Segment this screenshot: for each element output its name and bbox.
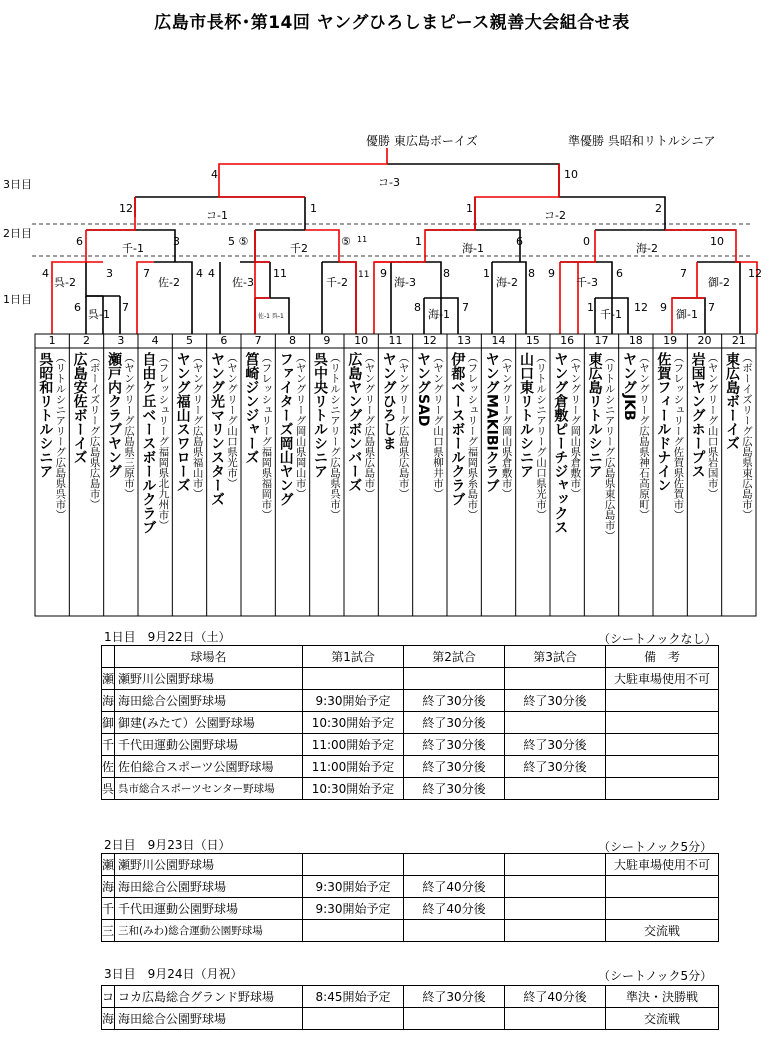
match-chi1: 千-1 <box>122 242 144 255</box>
schedule-cell-note <box>606 690 719 712</box>
team-cell <box>481 350 515 614</box>
team-cell <box>550 350 584 614</box>
match-chi2: 千2 <box>290 242 308 255</box>
team-name: ヤングSAD <box>414 352 431 427</box>
team-cell <box>241 350 275 614</box>
schedule-cell-note <box>606 898 719 920</box>
schedule-header-g3: 第3試合 <box>505 646 606 668</box>
score: 3 <box>173 235 180 248</box>
schedule-cell-g1: 11:00開始予定 <box>303 734 404 756</box>
team-number: 8 <box>288 334 296 347</box>
team-number: 18 <box>628 334 643 347</box>
score: 1 <box>466 202 473 215</box>
table-row <box>102 690 719 712</box>
schedule-cell-note: 大駐車場使用不可 <box>606 668 719 690</box>
schedule-cell-g1: 9:30開始予定 <box>303 876 404 898</box>
team-number: 12 <box>422 334 437 347</box>
score: 8 <box>414 301 421 314</box>
schedule-cell-venue: 海田総合公園野球場 <box>115 1008 303 1030</box>
team-cell <box>35 350 69 614</box>
score: 5 ⑤ <box>228 235 249 248</box>
schedule-cell-g2: 終了30分後 <box>404 690 505 712</box>
schedule-cell-mark: 瀬 <box>102 668 115 690</box>
score: 7 <box>708 301 715 314</box>
schedule-cell-venue: 千代田運動公園野球場 <box>115 734 303 756</box>
team-name: ヤングJKB <box>620 352 637 421</box>
score: 7 <box>680 267 687 280</box>
team-number: 17 <box>594 334 609 347</box>
team-league: （ボーイズリーグ広島県広島市） <box>88 352 101 510</box>
match-sa2: 佐-2 <box>158 276 180 289</box>
schedule-cell-g3 <box>505 920 606 942</box>
schedule-header-mark <box>102 646 115 668</box>
team-league: （ヤングリーグ広島県三原市） <box>122 352 135 499</box>
schedule-cell-note <box>606 734 719 756</box>
team-number: 11 <box>388 334 403 347</box>
schedule-cell-g1: 10:30開始予定 <box>303 778 404 800</box>
runner-up-label: 準優勝 呉昭和リトルシニア <box>568 134 716 148</box>
score: 12 <box>748 267 762 280</box>
schedule-header-venue: 球場名 <box>115 646 303 668</box>
match-sa3: 佐-3 <box>232 276 254 289</box>
schedule-cell-mark: 御 <box>102 712 115 734</box>
team-number: 14 <box>491 334 506 347</box>
schedule-cell-venue: 三和(みわ)総合運動公園野球場 <box>115 920 303 942</box>
schedule-cell-venue: 瀬野川公園野球場 <box>115 668 303 690</box>
schedule-cell-note <box>606 756 719 778</box>
team-cell <box>722 350 756 614</box>
score: 11 <box>358 270 370 280</box>
match-chi2b: 千-2 <box>326 276 348 289</box>
table-row <box>102 668 719 690</box>
team-league: （ヤングリーグ山口県岩国市） <box>706 352 719 499</box>
team-number: 15 <box>525 334 540 347</box>
team-name: ヤング倉敷ピーチジャックス <box>552 352 569 534</box>
table-row <box>102 734 719 756</box>
schedule-cell-venue: 千代田運動公園野球場 <box>115 898 303 920</box>
score: 12 <box>119 202 133 215</box>
match-chi3: 千-3 <box>576 276 598 289</box>
team-cell <box>516 350 550 614</box>
score: 7 <box>143 267 150 280</box>
day3-knock: （シートノック5分） <box>598 969 713 983</box>
team-name: 山口東リトルシニア <box>517 352 534 478</box>
team-cell <box>619 350 653 614</box>
score: 7 <box>462 301 469 314</box>
day-label-2: 2日目 <box>3 227 32 240</box>
day3-title: 3日目 9月24日（月祝） <box>104 967 243 981</box>
schedule-cell-venue: 呉市総合スポーツセンター野球場 <box>115 778 303 800</box>
team-name: ヤングMAKIBIクラブ <box>483 352 500 493</box>
score: 4 <box>196 267 203 280</box>
team-number: 7 <box>254 334 262 347</box>
team-cell <box>687 350 721 614</box>
schedule-cell-mark: 千 <box>102 734 115 756</box>
score: 6 <box>516 235 523 248</box>
schedule-header-g2: 第2試合 <box>404 646 505 668</box>
team-name: 瀬戸内クラブヤング <box>105 352 122 478</box>
winner-label: 優勝 東広島ボーイズ <box>366 134 478 148</box>
match-chi1b: 千-1 <box>600 308 622 321</box>
team-number: 21 <box>731 334 746 347</box>
schedule-cell-g3 <box>505 712 606 734</box>
team-name: ヤング福山スワローズ <box>174 352 191 492</box>
team-name: 呉中央リトルシニア <box>311 352 328 478</box>
team-number: 19 <box>663 334 678 347</box>
match-umi2b: 海-2 <box>496 276 518 289</box>
table-row <box>102 778 719 800</box>
score: 8 <box>528 267 535 280</box>
table-row <box>102 986 719 1008</box>
match-sa-small: 佐-1 呉-1 <box>258 313 284 320</box>
schedule-cell-note <box>606 778 719 800</box>
table-row <box>102 712 719 734</box>
score: 2 <box>655 202 662 215</box>
team-league: （フレッシュリーグ福岡県福岡市） <box>260 352 273 520</box>
schedule-cell-venue: 海田総合公園野球場 <box>115 876 303 898</box>
team-number: 20 <box>697 334 712 347</box>
score: 6 <box>76 235 83 248</box>
team-name: ヤング光マリンスターズ <box>208 352 225 506</box>
score: 11 <box>273 267 287 280</box>
team-name: ヤングひろしま <box>380 352 397 450</box>
score: 9 <box>380 267 387 280</box>
team-name: 伊都ベースボールクラブ <box>449 352 466 506</box>
schedule-cell-g1 <box>303 854 404 876</box>
score: 6 <box>74 301 81 314</box>
match-kure1: 呉-1 <box>88 308 110 321</box>
team-league: （ヤングリーグ広島県広島市） <box>363 352 376 499</box>
team-cell <box>447 350 481 614</box>
match-ko3: コ-3 <box>378 176 400 189</box>
team-league: （リトルシニアリーグ広島県呉市） <box>328 352 341 520</box>
team-number: 10 <box>354 334 369 347</box>
score: 4 <box>211 168 218 181</box>
schedule-cell-g2 <box>404 854 505 876</box>
schedule-cell-g3 <box>505 876 606 898</box>
day2-schedule-table <box>101 853 719 942</box>
match-ko1: コ-1 <box>206 209 228 222</box>
score: 0 <box>583 235 590 248</box>
schedule-cell-g1: 9:30開始予定 <box>303 898 404 920</box>
score: 3 <box>106 267 113 280</box>
schedule-cell-mark: 海 <box>102 876 115 898</box>
team-league: （ヤングリーグ山口県光市） <box>225 352 238 489</box>
schedule-cell-note <box>606 712 719 734</box>
schedule-cell-g3 <box>505 898 606 920</box>
schedule-cell-venue: 海田総合公園野球場 <box>115 690 303 712</box>
score: 4 <box>208 267 215 280</box>
team-league: （フレッシュリーグ福岡県北九州市） <box>157 352 170 531</box>
score: ⑤ <box>341 235 351 248</box>
score: 10 <box>710 235 724 248</box>
schedule-cell-g3: 終了30分後 <box>505 690 606 712</box>
day1-schedule-table <box>101 645 719 800</box>
team-league: （ボーイズリーグ広島県東広島市） <box>740 352 753 520</box>
team-league: （ヤングリーグ岡山県岡山市） <box>294 352 307 499</box>
schedule-cell-g3: 終了30分後 <box>505 734 606 756</box>
team-cell <box>413 350 447 614</box>
score: 1 <box>587 301 594 314</box>
team-cell <box>207 350 241 614</box>
schedule-cell-g2 <box>404 920 505 942</box>
team-cell <box>104 350 138 614</box>
schedule-header-g1: 第1試合 <box>303 646 404 668</box>
schedule-cell-g1: 9:30開始予定 <box>303 690 404 712</box>
team-name: 佐賀フィールドナイン <box>655 352 672 492</box>
schedule-cell-g2 <box>404 668 505 690</box>
match-mi1: 御-1 <box>676 308 698 321</box>
score: 10 <box>564 168 578 181</box>
table-row <box>102 876 719 898</box>
schedule-cell-mark: コ <box>102 986 115 1008</box>
day2-knock: （シートノック5分） <box>598 840 713 854</box>
team-name: 東広島リトルシニア <box>586 352 603 478</box>
schedule-cell-note: 交流戦 <box>606 920 719 942</box>
table-row <box>102 920 719 942</box>
schedule-cell-g2: 終了40分後 <box>404 898 505 920</box>
match-umi1b: 海-1 <box>428 308 450 321</box>
schedule-cell-g2: 終了30分後 <box>404 986 505 1008</box>
schedule-cell-g3 <box>505 854 606 876</box>
team-number: 4 <box>151 334 159 347</box>
team-league: （ヤングリーグ広島県広島市） <box>397 352 410 499</box>
day1-knock: （シートノックなし） <box>598 632 717 646</box>
schedule-cell-mark: 海 <box>102 690 115 712</box>
team-league: （ヤングリーグ岡山県倉敷市） <box>500 352 513 499</box>
schedule-cell-g1 <box>303 920 404 942</box>
team-name: 岩国ヤングホープス <box>689 352 706 478</box>
schedule-cell-mark: 呉 <box>102 778 115 800</box>
team-cell <box>172 350 206 614</box>
schedule-header-row <box>102 646 719 668</box>
schedule-cell-note: 交流戦 <box>606 1008 719 1030</box>
team-number: 13 <box>457 334 472 347</box>
schedule-cell-venue: 瀬野川公園野球場 <box>115 854 303 876</box>
schedule-cell-venue: 佐伯総合スポーツ公園野球場 <box>115 756 303 778</box>
team-cell <box>653 350 687 614</box>
score: 1 <box>483 267 490 280</box>
team-number: 1 <box>48 334 56 347</box>
schedule-cell-g1: 11:00開始予定 <box>303 756 404 778</box>
match-umi3: 海-3 <box>394 276 416 289</box>
score: 11 <box>357 235 368 244</box>
schedule-cell-g2: 終了30分後 <box>404 756 505 778</box>
table-row <box>102 854 719 876</box>
schedule-cell-note: 準決・決勝戦 <box>606 986 719 1008</box>
match-ko2: コ-2 <box>544 209 566 222</box>
schedule-cell-g1 <box>303 1008 404 1030</box>
day1-title: 1日目 9月22日（土） <box>104 630 231 644</box>
team-number: 6 <box>220 334 228 347</box>
schedule-cell-g1: 10:30開始予定 <box>303 712 404 734</box>
schedule-cell-mark: 三 <box>102 920 115 942</box>
score: 9 <box>548 267 555 280</box>
day-label-1: 1日目 <box>3 293 32 306</box>
team-cell <box>378 350 412 614</box>
day-label-3: 3日目 <box>3 178 32 191</box>
bracket-lines-red <box>52 148 757 334</box>
team-cell <box>69 350 103 614</box>
score: 9 <box>660 301 667 314</box>
schedule-cell-mark: 佐 <box>102 756 115 778</box>
page-title: 広島市長杯･第14回 ヤングひろしまピース親善大会組合せ表 <box>154 13 630 33</box>
team-name: 自由ケ丘ベースボールクラブ <box>140 352 157 534</box>
schedule-cell-g3 <box>505 1008 606 1030</box>
score: 1 <box>310 202 317 215</box>
match-kure2: 呉-2 <box>54 276 76 289</box>
team-league: （フレッシュリーグ福岡県糸島市） <box>466 352 479 520</box>
day3-schedule-table <box>101 985 719 1030</box>
team-league: （リトルシニアリーグ広島県東広島市） <box>603 352 616 541</box>
team-league: （ヤングリーグ山口県柳井市） <box>431 352 444 499</box>
schedule-cell-g3: 終了30分後 <box>505 756 606 778</box>
score: 12 <box>634 301 648 314</box>
team-league: （ヤングリーグ広島県福山市） <box>191 352 204 499</box>
table-row <box>102 756 719 778</box>
table-row <box>102 898 719 920</box>
schedule-cell-g1 <box>303 668 404 690</box>
team-cell <box>275 350 309 614</box>
schedule-cell-mark: 海 <box>102 1008 115 1030</box>
team-name: 筥崎ジンジャーズ <box>243 352 260 464</box>
team-cell <box>584 350 618 614</box>
team-name: 呉昭和リトルシニア <box>37 352 54 478</box>
team-name: 広島安佐ボーイズ <box>71 352 88 464</box>
schedule-cell-mark: 瀬 <box>102 854 115 876</box>
schedule-cell-g2: 終了30分後 <box>404 712 505 734</box>
schedule-cell-g3 <box>505 778 606 800</box>
schedule-cell-g2: 終了30分後 <box>404 734 505 756</box>
table-row <box>102 1008 719 1030</box>
schedule-cell-mark: 千 <box>102 898 115 920</box>
team-cell <box>138 350 172 614</box>
team-cell <box>344 350 378 614</box>
team-league: （ヤングリーグ岡山県倉敷市） <box>569 352 582 499</box>
schedule-cell-g3: 終了40分後 <box>505 986 606 1008</box>
score: 7 <box>122 301 129 314</box>
schedule-cell-note: 大駐車場使用不可 <box>606 854 719 876</box>
team-number: 2 <box>82 334 90 347</box>
team-number: 3 <box>117 334 125 347</box>
team-league: （リトルシニアリーグ山口県光市） <box>534 352 547 520</box>
score: 6 <box>616 267 623 280</box>
match-umi2: 海-2 <box>636 242 658 255</box>
team-name: 東広島ボーイズ <box>723 352 740 450</box>
team-name: ファイターズ岡山ヤング <box>277 352 294 506</box>
team-name: 広島ヤングボンバーズ <box>346 352 363 492</box>
team-cell <box>310 350 344 614</box>
team-league: （リトルシニアリーグ広島県呉市） <box>54 352 67 520</box>
schedule-cell-note <box>606 876 719 898</box>
team-number: 9 <box>323 334 331 347</box>
schedule-cell-g2 <box>404 1008 505 1030</box>
schedule-cell-venue: コカ広島総合グランド野球場 <box>115 986 303 1008</box>
schedule-cell-g2: 終了40分後 <box>404 876 505 898</box>
schedule-cell-g1: 8:45開始予定 <box>303 986 404 1008</box>
team-number: 16 <box>560 334 575 347</box>
score: 8 <box>443 267 450 280</box>
day2-title: 2日目 9月23日（日） <box>104 838 231 852</box>
schedule-cell-g3 <box>505 668 606 690</box>
score: 4 <box>42 267 49 280</box>
match-umi1: 海-1 <box>462 242 484 255</box>
schedule-cell-venue: 御建(みたて）公園野球場 <box>115 712 303 734</box>
schedule-cell-g2: 終了30分後 <box>404 778 505 800</box>
schedule-header-note: 備 考 <box>606 646 719 668</box>
match-mi2: 御-2 <box>708 276 730 289</box>
team-number: 5 <box>185 334 193 347</box>
score: 1 <box>415 235 422 248</box>
team-league: （ヤングリーグ広島県神石高原町） <box>637 352 650 520</box>
team-league: （フレッシュリーグ佐賀県佐賀市） <box>672 352 685 520</box>
